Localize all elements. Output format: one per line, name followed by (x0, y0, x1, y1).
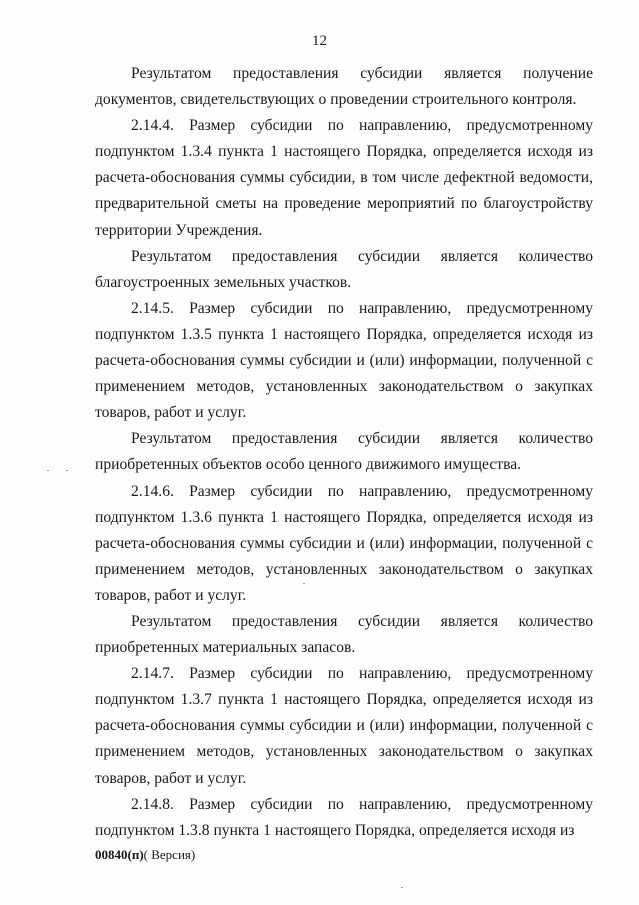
footer-version: ( Версия) (143, 847, 196, 862)
page-number: 12 (312, 33, 327, 49)
document-footer (95, 846, 195, 864)
scan-speck (66, 470, 68, 471)
scan-speck (401, 887, 403, 888)
paragraph-result-movable-property: Результатом предоставления субсидии является количество приобретенных объектов особо ценного движимого имущества. (95, 430, 593, 474)
scan-speck (47, 470, 49, 471)
paragraph-2-14-6: 2.14.6. Размер субсидии по направлению, предусмотренному подпунктом 1.3.6 пункта 1 настоящего Порядка, определяется исходя из расчета-обоснования суммы субсидии и (или) информации, полученной с применением методов, установленных законодательством о закупках товаров, работ и услуг. (95, 482, 593, 604)
paragraph-2-14-4: 2.14.4. Размер субсидии по направлению, предусмотренному подпунктом 1.3.4 пункта 1 настоящего Порядка, определяется исходя из расчета-обоснования суммы субсидии, в том числе дефектной ведомости, предварительной сметы на проведение мероприятий по благоустройству территории Учреждения. (95, 117, 593, 239)
footer-document-code: 00840(п) (95, 847, 144, 862)
scan-speck (303, 583, 305, 584)
paragraph-2-14-7: 2.14.7. Размер субсидии по направлению, предусмотренному подпунктом 1.3.7 пункта 1 настоящего Порядка, определяется исходя из расчета-обоснования суммы субсидии и (или) информации, полученной с применением методов, установленных законодательством о закупках товаров, работ и услуг. (95, 665, 593, 787)
paragraph-2-14-5: 2.14.5. Размер субсидии по направлению, предусмотренному подпунктом 1.3.5 пункта 1 настоящего Порядка, определяется исходя из расчета-обоснования суммы субсидии и (или) информации, полученной с применением методов, установленных законодательством о закупках товаров, работ и услуг. (95, 299, 593, 422)
paragraph-result-material-stock: Результатом предоставления субсидии является количество приобретенных материальных запасов. (95, 612, 593, 657)
paragraph-result-construction-control: Результатом предоставления субсидии является получение документов, свидетельствующих о проведении строительного контроля. (95, 65, 593, 109)
paragraph-2-14-8: 2.14.8. Размер субсидии по направлению, предусмотренному подпунктом 1.3.8 пункта 1 настоящего Порядка, определяется исходя из (95, 795, 593, 839)
document-body (95, 61, 593, 844)
paragraph-result-land-plots: Результатом предоставления субсидии является количество благоустроенных земельных участков. (95, 247, 593, 291)
